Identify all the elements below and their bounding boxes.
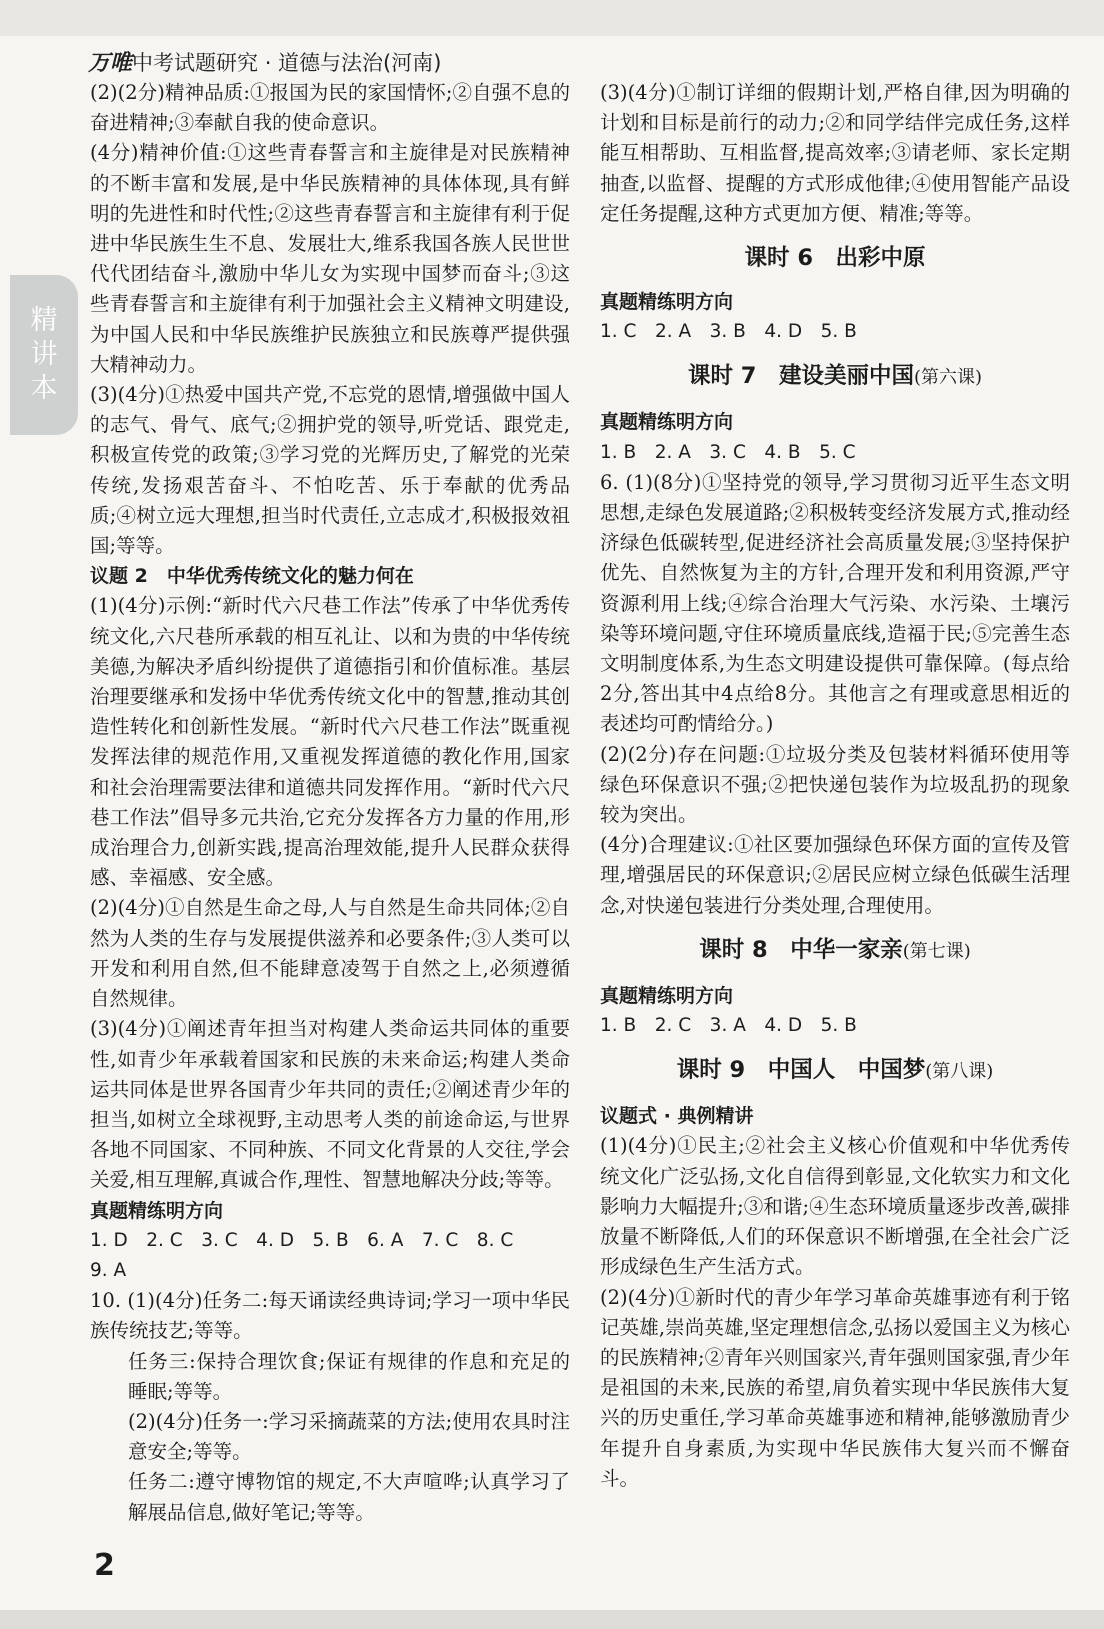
section-heading: 真题精练明方向 (90, 1199, 224, 1222)
paragraph: (2)(2分)存在问题:①垃圾分类及包装材料循环使用等绿色环保意识不强;②把快递包装作为垃圾乱扔的现象较为突出。 (600, 742, 1070, 827)
bottom-strip (0, 1610, 1104, 1629)
left-column (90, 78, 570, 1528)
paragraph: (4分)合理建议:①社区要加强绿色环保方面的宣传及管理,增强居民的环保意识;②居民应树立绿色低碳生活理念,对快递包装进行分类处理,合理使用。 (600, 833, 1070, 917)
paragraph: (1)(4分)①民主;②社会主义核心价值观和中华优秀传统文化广泛弘扬,文化自信得到彰显,文化软实力和文化影响力大幅提升;③和谐;④生态环境质量逐步改善,碳排放量不断降低,人们的环保意识不断增强,在全社会广泛形成绿色生产生活方式。 (600, 1134, 1070, 1279)
answer-key: 9. A (90, 1259, 127, 1281)
lesson-title-text: 课时 8 中华一家亲 (699, 936, 903, 963)
top-strip (0, 0, 1104, 36)
lesson-title (600, 931, 1070, 971)
lesson-subtitle: (第七课) (902, 940, 971, 962)
right-column (600, 78, 1070, 1494)
topic-heading: 议题 2 中华优秀传统文化的魅力何在 (90, 565, 414, 588)
side-tab-char: 讲 (30, 339, 58, 370)
paragraph: (4分)精神价值:①这些青春誓言和主旋律是对民族精神的不断丰富和发展,是中华民族精神的具体体现,具有鲜明的先进性和时代性;②这些青春誓言和主旋律有利于促进中华民族生生不息、发展壮大,维系我国各族人民世世代代团结奋斗,激励中华儿女为实现中国梦而奋斗;③这些青春誓言和主旋律有利于加强社会主义精神文明建设,为中国人民和中华民族维护民族独立和民族尊严提供强大精神动力。 (90, 141, 570, 376)
paragraph: 任务三:保持合理饮食;保证有规律的作息和充足的睡眠;等等。 (128, 1349, 570, 1403)
answer-key: 1. B 2. A 3. C 4. B 5. C (600, 441, 856, 463)
answer-key: 1. B 2. C 3. A 4. D 5. B (600, 1015, 857, 1037)
side-tab (10, 275, 78, 435)
paragraph: (2)(4分)①新时代的青少年学习革命英雄事迹有利于铭记英雄,崇尚英雄,坚定理想信念,弘扬以爱国主义为核心的民族精神;②青年兴则国家兴,青年强则国家强,青少年是祖国的未来,民族的希望,肩负着实现中华民族伟大复兴的历史重任,学习革命英雄事迹和精神,能够激励青少年提升自身素质,为实现中华民族伟大复兴而不懈奋斗。 (600, 1285, 1070, 1490)
paragraph: (3)(4分)①制订详细的假期计划,严格自律,因为明确的计划和目标是前行的动力;②和同学结伴完成任务,这样能互相帮助、互相监督,提高效率;③请老师、家长定期抽查,以监督、提醒的方式形成他律;④使用智能产品设定任务提醒,这种方式更加方便、精准;等等。 (600, 81, 1070, 225)
section-heading: 真题精练明方向 (600, 411, 734, 434)
paragraph: (2)(4分)①自然是生命之母,人与自然是生命共同体;②自然为人类的生存与发展提供滋养和必要条件;③人类可以开发和利用自然,但不能肆意凌驾于自然之上,必须遵循自然规律。 (90, 896, 570, 1011)
paragraph: 10. (1)(4分)任务二:每天诵读经典诗词;学习一项中华民族传统技艺;等等。 (90, 1289, 570, 1343)
paragraph: (2)(4分)任务一:学习采摘蔬菜的方法;使用农具时注意安全;等等。 (128, 1409, 570, 1464)
lesson-title (600, 357, 1070, 397)
paragraph: 6. (1)(8分)①坚持党的领导,学习贯彻习近平生态文明思想,走绿色发展道路;②积极转变经济发展方式,推动经济绿色低碳转型,促进经济社会高质量发展;③坚持保护优先、自然恢复为主的方针,合理开发和利用资源,严守资源利用上线;④综合治理大气污染、水污染、土壤污染等环境问题,守住环境质量底线,造福于民;⑤完善生态文明制度体系,为生态文明建设提供可靠保障。(每点给2分,答出其中4点给8分。其他言之有理或意思相近的表述均可酌情给分。) (600, 470, 1070, 736)
lesson-title-text: 课时 9 中国人 中国梦 (676, 1057, 926, 1084)
paragraph: (1)(4分)示例:“新时代六尺巷工作法”传承了中华优秀传统文化,六尺巷所承载的相互礼让、以和为贵的中华传统美德,为解决矛盾纠纷提供了道德指引和价值标准。基层治理要继承和发扬中华优秀传统文化中的智慧,推动其创造性转化和创新性发展。“新时代六尺巷工作法”既重视发挥法律的规范作用,又重视发挥道德的教化作用,国家和社会治理需要法律和道德共同发挥作用。“新时代六尺巷工作法”倡导多元共治,它充分发挥各方力量的作用,形成治理合力,创新实践,提高治理效能,提升人民群众获得感、幸福感、安全感。 (90, 594, 570, 890)
side-tab-char: 精 (30, 305, 58, 336)
section-heading: 真题精练明方向 (600, 984, 734, 1007)
paragraph: 任务二:遵守博物馆的规定,不大声喧哗;认真学习了解展品信息,做好笔记;等等。 (128, 1470, 570, 1524)
lesson-title (600, 1051, 1070, 1091)
lesson-subtitle: (第六课) (913, 367, 983, 389)
lesson-title (600, 239, 1070, 277)
answer-key: 1. C 2. A 3. B 4. D 5. B (600, 321, 857, 343)
section-heading: 议题式 · 典例精讲 (600, 1105, 754, 1128)
paragraph: (3)(4分)①阐述青年担当对构建人类命运共同体的重要性,如青少年承载着国家和民族的未来命运;构建人类命运共同体是世界各国青少年共同的责任;②阐述青少年的担当,如树立全球视野,主动思考人类的前途命运,与世界各地不同国家、不同种族、不同文化背景的人交往,学会关爱,相互理解,真诚合作,理性、智慧地解决分歧;等等。 (90, 1017, 570, 1192)
paragraph: (2)(2分)精神品质:①报国为民的家国情怀;②自强不息的奋进精神;③奉献自我的使命意识。 (90, 81, 570, 135)
page-number: 2 (94, 1548, 115, 1583)
answer-key: 1. D 2. C 3. C 4. D 5. B 6. A 7. C 8. C (90, 1229, 514, 1251)
brand-logo: 万唯 (88, 51, 133, 76)
running-header (88, 46, 441, 77)
paragraph: (3)(4分)①热爱中国共产党,不忘党的恩情,增强做中国人的志气、骨气、底气;②拥护党的领导,听党话、跟党走,积极宣传党的政策;③学习党的光辉历史,了解党的光荣传统,发扬艰苦奋斗、不怕吃苦、乐于奉献的优秀品质;④树立远大理想,担当时代责任,立志成才,积极报效祖国;等等。 (90, 383, 570, 558)
lesson-subtitle: (第八课) (925, 1061, 994, 1083)
lesson-title-text: 课时 6 出彩中原 (744, 245, 926, 272)
header-title: 中考试题研究 · 道德与法治(河南) (132, 51, 442, 75)
lesson-title-text: 课时 7 建设美丽中国 (687, 363, 914, 390)
side-tab-char: 本 (30, 373, 58, 404)
section-heading: 真题精练明方向 (600, 291, 734, 314)
